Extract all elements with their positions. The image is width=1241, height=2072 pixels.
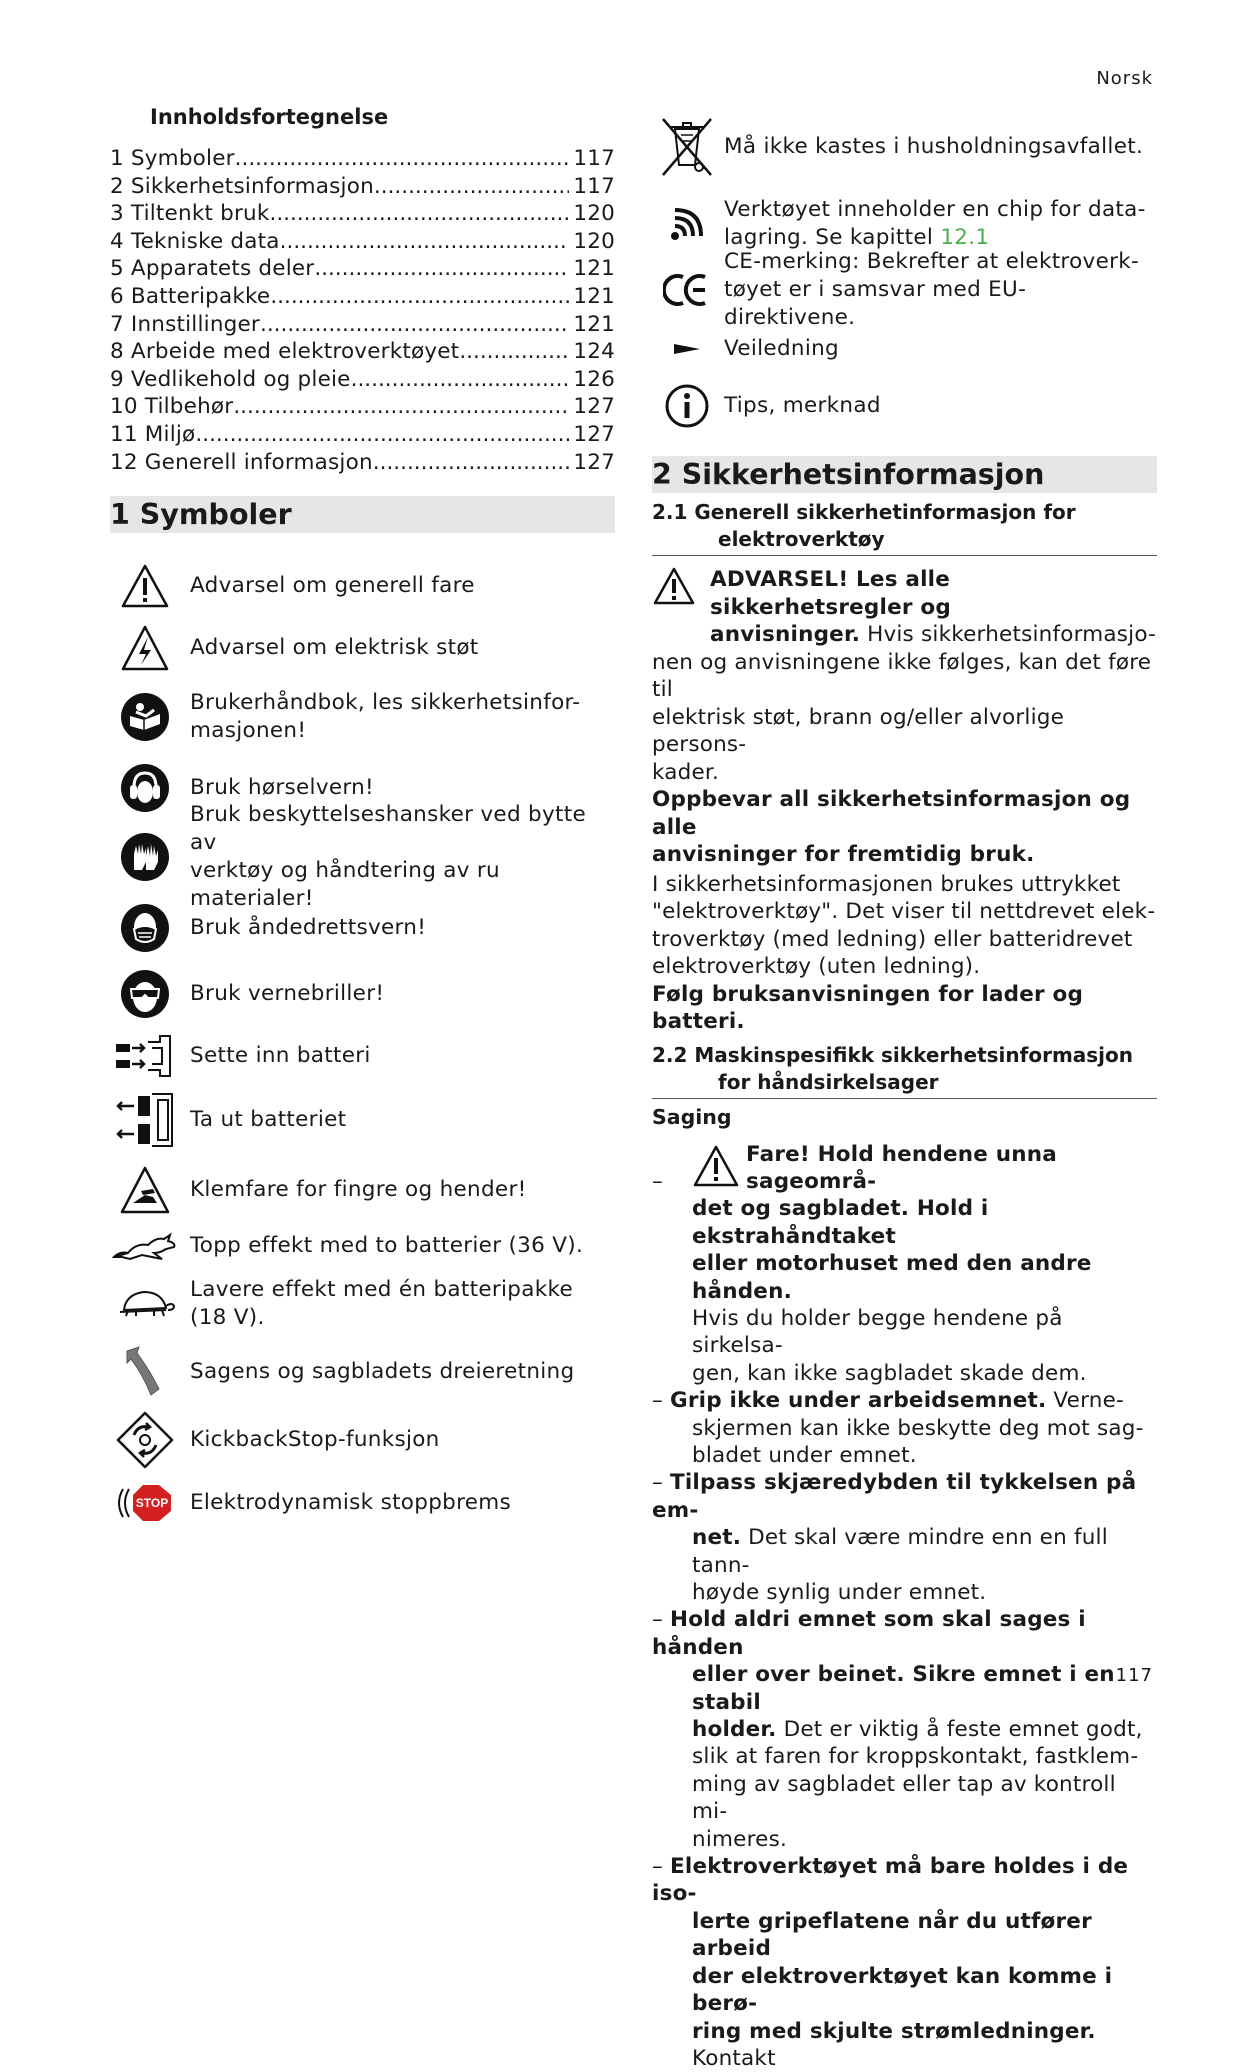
bullet-dash: – (652, 1168, 692, 1195)
crossed-bin-icon (652, 115, 722, 179)
toc-entry-label: 6 Batteripakke (110, 283, 270, 311)
symbol-row (110, 1337, 615, 1407)
toc-entry-label: 12 Generell informasjon (110, 449, 373, 477)
warning-triangle-icon (110, 563, 180, 609)
subsection-line: for håndsirkelsager (652, 1069, 1157, 1096)
symbol-row (110, 1473, 615, 1533)
subsection-line: 2.2 Maskinspesifikk sikkerhetsinformasjon (652, 1043, 1133, 1067)
bullet-dash: – (652, 1388, 663, 1413)
left-column (110, 105, 615, 1533)
symbol-row (110, 1027, 615, 1085)
toc-entry[interactable] (110, 421, 615, 449)
symbol-row (110, 1223, 615, 1269)
toc-leader-dots (195, 421, 569, 449)
symbol-text: Må ikke kastes i husholdningsavfallet. (724, 133, 1143, 161)
table-of-contents (110, 145, 615, 476)
info-icon (652, 383, 722, 429)
symbol-row (110, 681, 615, 753)
toc-entry-label: 10 Tilbehør (110, 393, 233, 421)
warning-triangle-icon (652, 566, 710, 649)
symbols-heading: 1 Symboler (110, 496, 615, 533)
symbol-list (110, 555, 615, 1533)
bullet-bold-text: Hold aldri emnet som skal sages i hånden (652, 1607, 1086, 1659)
bullet-bold-text: eller over beinet. Sikre emnet i en stabil holder. (692, 1662, 1115, 1742)
instruction-arrow-icon (652, 342, 722, 356)
symbol-text: Lavere effekt med én batteripakke (18 V). (190, 1276, 573, 1332)
toc-entry-label: 3 Tiltenkt bruk (110, 200, 270, 228)
symbol-row (110, 555, 615, 617)
bullet-text: høyde synlig under emnet. (652, 1579, 1157, 1606)
toc-leader-dots (314, 255, 569, 283)
bullet-dash: – (652, 1607, 663, 1632)
symbol-text: Klemfare for fingre og hender! (190, 1176, 527, 1204)
toc-entry-page: 120 (569, 200, 615, 228)
chip-text: Verktøyet inneholder en chip for data- lagring. Se kapittel (724, 197, 1146, 250)
list-item (652, 1141, 1157, 1388)
electric-shock-icon (110, 624, 180, 672)
toc-entry-page: 127 (569, 393, 615, 421)
toc-entry[interactable] (110, 255, 615, 283)
toc-entry-page: 127 (569, 449, 615, 477)
symbol-text: Advarsel om generell fare (190, 572, 475, 600)
toc-entry[interactable] (110, 145, 615, 173)
toc-entry[interactable] (110, 228, 615, 256)
toc-entry-page: 120 (569, 228, 615, 256)
symbol-text: Elektrodynamisk stoppbrems (190, 1489, 511, 1517)
rfid-chip-icon (652, 204, 722, 244)
right-column (652, 112, 1157, 2072)
rotation-arrow-icon (110, 1345, 180, 1399)
warning-bold-text: anvisninger. (710, 622, 860, 647)
symbol-row (110, 1087, 615, 1153)
insert-battery-icon (110, 1034, 180, 1078)
subsection-line: 2.1 Generell sikkerhetinformasjon for (652, 500, 1076, 524)
bullet-dash: – (652, 1470, 663, 1495)
bullet-text: slik at faren for kroppskontakt, fastklem- ming av sagbladet eller tap av kontroll mi- nimeres. (652, 1743, 1157, 1853)
symbol-text: Veiledning (724, 335, 839, 363)
pinch-hazard-icon (110, 1165, 180, 1215)
bullet-text: Hvis du holder begge hendene på sirkelsa- gen, kan ikke sagbladet skade dem. (652, 1305, 1157, 1387)
toc-entry-label: 11 Miljø (110, 421, 195, 449)
warning-text: Hvis sikkerhetsinformasjo- (860, 622, 1156, 647)
toc-entry-label: 9 Vedlikehold og pleie (110, 366, 351, 394)
toc-leader-dots (351, 366, 570, 394)
remove-battery-icon (110, 1092, 180, 1148)
list-item (652, 1606, 1157, 1853)
toc-entry-label: 4 Tekniske data (110, 228, 280, 256)
toc-leader-dots (233, 393, 569, 421)
bullet-text: Verne- (1046, 1388, 1124, 1413)
symbol-text: CE-merking: Bekrefter at elektroverk- tøyet er i samsvar med EU-direktivene. (724, 248, 1157, 332)
bullet-bold-text: Elektroverktøyet må bare holdes i de iso- (652, 1854, 1128, 1906)
warning-paragraph (652, 566, 1157, 786)
bullet-bold-text: net. (692, 1525, 741, 1550)
toc-title: Innholdsfortegnelse (150, 105, 615, 129)
toc-entry[interactable] (110, 338, 615, 366)
toc-entry-page: 121 (569, 311, 615, 339)
chapter-link[interactable]: 12.1 (940, 225, 989, 250)
symbol-row (652, 376, 1157, 436)
symbol-row (110, 1271, 615, 1337)
toc-leader-dots (270, 283, 569, 311)
symbol-row (652, 192, 1157, 256)
toc-entry[interactable] (110, 449, 615, 477)
toc-entry[interactable] (110, 311, 615, 339)
toc-entry-label: 2 Sikkerhetsinformasjon (110, 173, 374, 201)
symbol-text: Bruk beskyttelseshansker ved bytte av verktøy og håndtering av ru materialer! (190, 801, 615, 913)
goggles-icon (110, 969, 180, 1019)
symbol-text: Sette inn batteri (190, 1042, 371, 1070)
toc-entry[interactable] (110, 283, 615, 311)
stop-brake-icon (110, 1483, 180, 1523)
toc-entry-page: 124 (569, 338, 615, 366)
toc-entry-page: 127 (569, 421, 615, 449)
toc-entry-page: 117 (569, 173, 615, 201)
tortoise-icon (110, 1286, 180, 1322)
follow-instructions: Følg bruksanvisningen for lader og batteri. (652, 981, 1157, 1036)
list-item (652, 1469, 1157, 1606)
toc-leader-dots (280, 228, 570, 256)
symbol-text: Tips, merknad (724, 392, 881, 420)
symbol-text: Bruk åndedrettsvern! (190, 914, 426, 942)
toc-entry-label: 8 Arbeide med elektroverktøyet (110, 338, 459, 366)
symbol-row (652, 260, 1157, 320)
symbol-text: Ta ut batteriet (190, 1106, 346, 1134)
bullet-list (652, 1141, 1157, 2072)
symbol-text: Bruk vernebriller! (190, 980, 384, 1008)
bullet-text: Det er viktig å feste emnet godt, (777, 1717, 1143, 1742)
symbol-text: Sagens og sagbladets dreieretning (190, 1358, 574, 1386)
toc-leader-dots (235, 145, 570, 173)
toc-entry-page: 117 (569, 145, 615, 173)
toc-leader-dots (374, 173, 569, 201)
kickback-stop-icon (110, 1411, 180, 1469)
ce-mark-icon (652, 273, 722, 307)
toc-entry[interactable] (110, 173, 615, 201)
symbol-text: Advarsel om elektrisk støt (190, 634, 479, 662)
toc-leader-dots (260, 311, 569, 339)
symbol-text: Brukerhåndbok, les sikkerhetsinfor- masjonen! (190, 689, 580, 745)
toc-entry-label: 1 Symboler (110, 145, 235, 173)
subsection-line: elektroverktøy (652, 526, 1157, 553)
toc-entry[interactable] (110, 393, 615, 421)
warning-triangle-icon (692, 1144, 740, 1195)
toc-leader-dots (373, 449, 570, 477)
toc-entry-page: 121 (569, 255, 615, 283)
toc-leader-dots (270, 200, 570, 228)
list-item (652, 1387, 1157, 1469)
symbol-text: Topp effekt med to batterier (36 V). (190, 1232, 583, 1260)
bullet-bold-text: lerte gripeflatene når du utfører arbeid der elektroverktøyet kan komme i berø- ring med skjulte strømledninger. (692, 1909, 1112, 2044)
toc-entry-page: 121 (569, 283, 615, 311)
subsection-2-2 (652, 1042, 1157, 1099)
keep-instructions: Oppbevar all sikkerhetsinformasjon og alle anvisninger for fremtidig bruk. (652, 786, 1157, 869)
list-item (652, 1853, 1157, 2072)
symbol-row (110, 617, 615, 679)
bullet-text: Det skal være mindre enn en full tann- (692, 1525, 1108, 1577)
bullet-bold-text: Fare! Hold hendene unna sageområ- (746, 1141, 1157, 1196)
symbol-text (724, 196, 1146, 252)
language-label: Norsk (1096, 68, 1153, 89)
toc-entry[interactable] (110, 366, 615, 394)
bullet-text: skjermen kan ikke beskytte deg mot sag- bladet under emnet. (652, 1415, 1157, 1470)
symbol-text: KickbackStop-funksjon (190, 1426, 440, 1454)
respirator-icon (110, 903, 180, 953)
bullet-bold-text: det og sagbladet. Hold i ekstrahåndtaket eller motorhuset med den andre hånden. (652, 1195, 1157, 1305)
safety-heading: 2 Sikkerhetsinformasjon (652, 456, 1157, 493)
symbol-text: Bruk hørselvern! (190, 774, 374, 802)
toc-leader-dots (459, 338, 569, 366)
subsection-2-1 (652, 499, 1157, 556)
symbol-row (110, 1409, 615, 1471)
saging-heading: Saging (652, 1105, 1157, 1129)
stop-label: STOP (136, 1496, 168, 1510)
hearing-protection-icon (110, 763, 180, 813)
page-number: 117 (1116, 1665, 1153, 1686)
bullet-text: Kontakt (692, 2046, 776, 2071)
bullet-dash: – (652, 1854, 663, 1879)
symbol-row (110, 821, 615, 893)
toc-entry-label: 5 Apparatets deler (110, 255, 314, 283)
term-paragraph: I sikkerhetsinformasjonen brukes uttrykket "elektroverktøy". Det viser til nettdrevet elek- troverktøy (med ledning) eller batteridrevet elektroverktøy (uten ledning). (652, 871, 1157, 981)
hare-icon (110, 1231, 180, 1261)
toc-entry-label: 7 Innstillinger (110, 311, 260, 339)
bullet-bold-text: Grip ikke under arbeidsemnet. (670, 1388, 1046, 1413)
warning-bold-text: ADVARSEL! Les alle sikkerhetsregler og (710, 566, 1157, 621)
symbol-row (652, 112, 1157, 182)
toc-entry[interactable] (110, 200, 615, 228)
symbol-row (110, 1157, 615, 1223)
toc-entry-page: 126 (569, 366, 615, 394)
warning-text: nen og anvisningene ikke følges, kan det føre til elektrisk støt, brann og/eller alvorlige persons- kader. (652, 649, 1157, 787)
gloves-icon (110, 832, 180, 882)
bullet-bold-text: Tilpass skjæredybden til tykkelsen på em- (652, 1470, 1136, 1522)
symbol-row (110, 963, 615, 1025)
read-manual-icon (110, 692, 180, 742)
